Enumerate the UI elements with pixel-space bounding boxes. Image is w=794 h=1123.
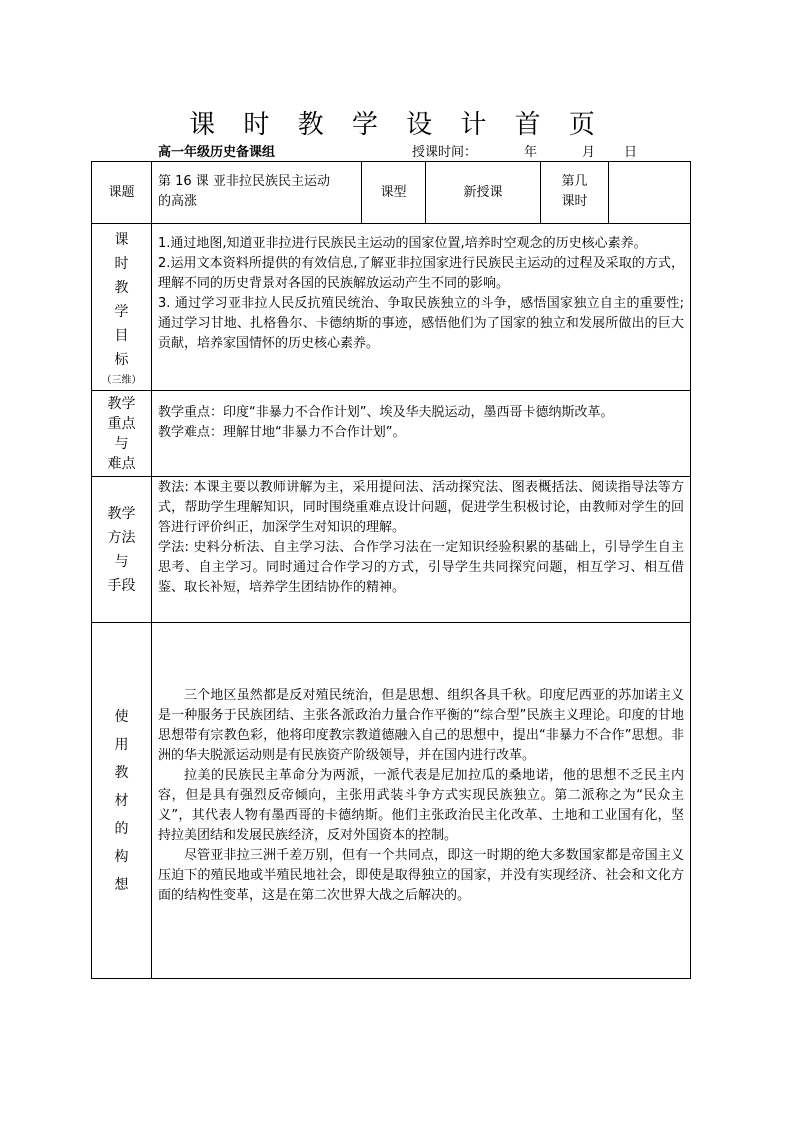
period-value [609,162,690,223]
objectives-label-char: 教 [114,280,129,296]
month-label: 月 [582,145,596,160]
label-column-divider [151,162,152,978]
group-name: 高一年级历史备课组 [158,145,276,160]
methods-label-part: 与 [114,553,129,570]
row-divider [92,390,690,391]
materials-content [158,686,684,906]
type-value-text: 新授课 [463,184,503,200]
objectives-label-char: 目 [114,328,129,344]
materials-label-char: 的 [114,820,129,837]
lesson-plan-table [91,161,691,979]
type-value [426,162,540,223]
key-points-content [158,403,684,443]
topic-value-line2: 的高涨 [158,194,198,209]
difficulty-point: 教学难点：理解甘地“非暴力不合作计划”。 [158,425,406,440]
page-title: 课 时 教 学 设 计 首 页 [189,110,605,140]
row-divider [92,223,690,224]
objectives-label [92,228,151,388]
materials-label-char: 用 [114,736,129,753]
objective-item: 3. 通过学习亚非拉人民反抗殖民统治、争取民族独立的斗争，感悟国家独立自主的重要性; 通过学习甘地、扎格鲁尔、卡德纳斯的事迹，感悟他们为了国家的独立和发展所做出的巨大贡献，培养家国情怀的历史核心素养。 [158,296,684,351]
row-divider [92,476,690,477]
objective-item: 1.通过地图,知道亚非拉进行民族民主运动的国家位置,培养时空观念的历史核心素养。 [158,236,647,251]
methods-label-part: 教学 [107,505,136,522]
topic-value-line1: 第 16 课 亚非拉民族民主运动 [158,174,330,189]
methods-content [158,478,684,598]
type-label-text: 课型 [380,184,407,200]
learning-method: 学法: 史料分析法、自主学习法、合作学习法在一定知识经验积累的基础上，引导学生自主思考、自主学习。同时通过合作学习的方式，引导学生共同探究问题，相互学习、相互借鉴、取长补短，培养学生团结协作的精神。 [158,540,684,595]
materials-label-char: 构 [114,848,129,865]
materials-label [92,623,151,978]
materials-label-char: 使 [114,708,129,725]
objectives-label-char: 学 [114,304,129,320]
topic-label-text: 课题 [108,184,135,200]
key-points-label-part: 教学 [107,395,136,412]
key-point: 教学重点：印度“非暴力不合作计划”、埃及华夫脱运动，墨西哥卡德纳斯改革。 [158,405,614,420]
row-divider [92,622,690,623]
methods-label [92,477,151,622]
key-points-label-part: 难点 [107,455,136,472]
materials-label-char: 材 [114,792,129,809]
materials-label-char: 想 [114,876,129,893]
key-points-label-part: 与 [114,435,129,452]
type-label [362,162,425,223]
methods-label-part: 方法 [107,529,136,546]
objectives-label-char: 课 [114,232,129,248]
lesson-time-label: 授课时间： [412,145,478,160]
materials-paragraph: 三个地区虽然都是反对殖民统治，但是思想、组织各具千秋。印度尼西亚的苏加诺主义是一种服务于民族团结、主张各派政治力量合作平衡的“综合型”民族主义理论。印度的甘地思想带有宗教色彩，他将印度教宗教道德融入自己的思想中，提出“非暴力不合作”思想。非洲的华夫脱派运动则是有民族资产阶级领导，并在国内进行改革。 [158,688,684,763]
topic-value [158,172,358,212]
materials-label-char: 教 [114,764,129,781]
objective-item: 2.运用文本资料所提供的有效信息,了解亚非拉国家进行民族民主运动的过程及采取的方式，理解不同的历史背景对各国的民族解放运动产生不同的影响。 [158,256,684,291]
period-label-line2: 课时 [561,194,588,209]
materials-paragraph: 拉美的民族民主革命分为两派，一派代表是尼加拉瓜的桑地诺，他的思想不乏民主内容，但是具有强烈反帝倾向，主张用武装斗争方式实现民族独立。第二派称之为“民众主义”，其代表人物有墨西哥的卡德纳斯。他们主张政治民主化改革、土地和工业国有化，坚持拉美团结和发展民族经济，反对外国资本的控制。 [158,768,684,843]
key-points-label [92,391,151,476]
teaching-method: 教法: 本课主要以教师讲解为主，采用提问法、活动探究法、图表概括法、阅读指导法等方式，帮助学生理解知识，同时围绕重难点设计问题，促进学生积极讨论，由教师对学生的回答进行评价纠正，加深学生对知识的理解。 [158,480,684,535]
topic-label [92,162,151,223]
objectives-content [158,234,684,354]
objectives-label-char: 时 [114,256,129,272]
methods-label-part: 手段 [107,577,136,594]
day-label: 日 [624,145,638,160]
key-points-label-part: 重点 [107,415,136,432]
year-label: 年 [524,145,538,160]
objectives-label-char: 标 [114,352,129,368]
objectives-label-note: （三维） [101,375,142,386]
materials-paragraph: 尽管亚非拉三洲千差万别，但有一个共同点，即这一时期的绝大多数国家都是帝国主义压迫下的殖民地或半殖民地社会，即使是取得独立的国家，并没有实现经济、社会和文化方面的结构性变革，这是在第二次世界大战之后解决的。 [158,848,684,903]
period-label [541,172,608,212]
period-label-line1: 第几 [561,174,588,189]
